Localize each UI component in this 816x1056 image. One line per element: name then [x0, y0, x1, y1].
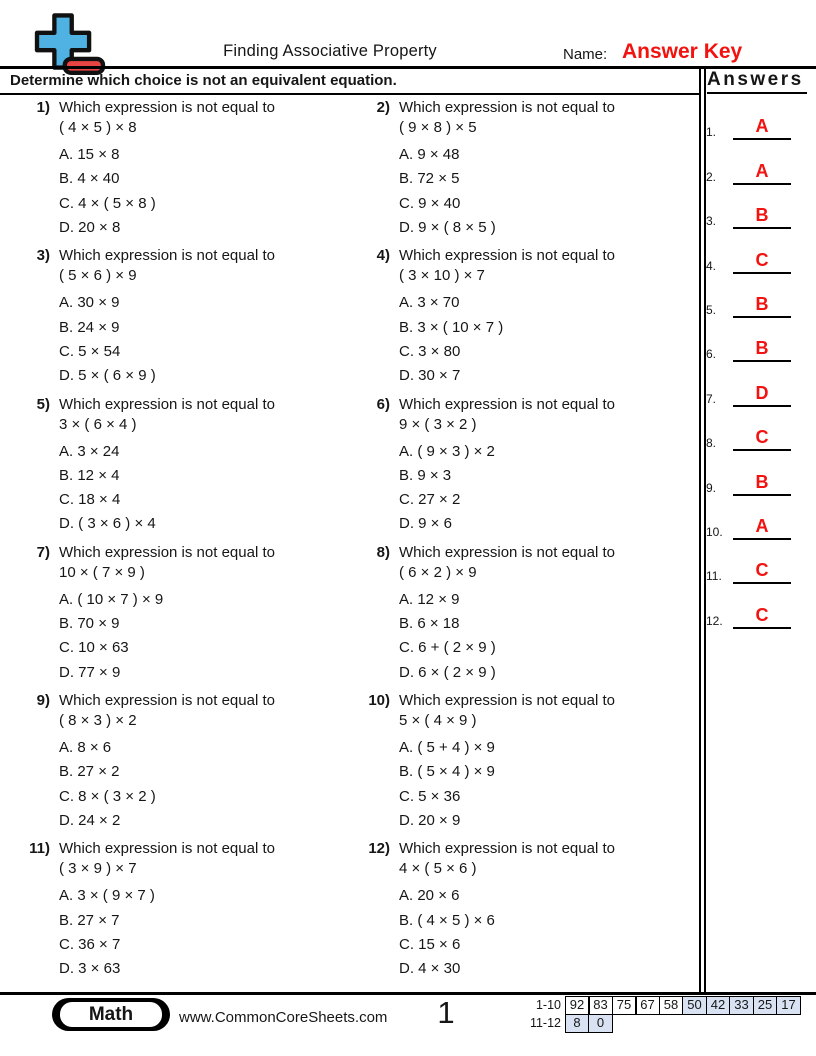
choice-a: A. ( 10 × 7 ) × 9 — [59, 590, 164, 608]
name-label: Name: — [563, 46, 608, 63]
question-text: Which expression is not equal to — [59, 840, 275, 858]
choice-a: A. 3 × 70 — [399, 294, 460, 312]
question-text: Which expression is not equal to — [59, 99, 275, 116]
answer-letter: C — [755, 427, 769, 448]
question-expression: ( 3 × 10 ) × 7 — [399, 267, 485, 285]
grading-table — [520, 996, 816, 1033]
choice-c: C. 5 × 36 — [399, 787, 461, 805]
answer-item-10 — [706, 496, 810, 540]
answer-item-5 — [706, 274, 810, 318]
choice-c: C. 9 × 40 — [399, 194, 461, 212]
subject-badge — [52, 998, 170, 1031]
answer-item-6 — [706, 318, 810, 362]
choice-a: A. ( 5 + 4 ) × 9 — [399, 739, 495, 757]
answer-number: 10. — [706, 524, 723, 539]
grading-row-label: 1-10 — [535, 998, 561, 1012]
answer-letter: C — [755, 249, 769, 270]
answer-number: 3. — [706, 214, 717, 229]
answer-letter: A — [755, 160, 769, 181]
answer-letter: B — [755, 205, 769, 226]
problems-grid — [18, 98, 698, 988]
answer-number: 2. — [706, 169, 717, 184]
answer-blank-line — [733, 339, 791, 362]
problem-number: 5) — [36, 395, 50, 413]
choice-d: D. 24 × 2 — [59, 812, 121, 830]
question-expression: 10 × ( 7 × 9 ) — [59, 563, 145, 581]
choice-b: B. 70 × 9 — [59, 615, 120, 633]
choice-b: B. 24 × 9 — [59, 318, 120, 336]
question-text: Which expression is not equal to — [399, 395, 615, 413]
answer-number: 6. — [706, 347, 717, 362]
answer-letter: C — [755, 560, 769, 581]
choice-d: D. 5 × ( 6 × 9 ) — [59, 367, 156, 385]
problem-number: 10) — [368, 692, 390, 710]
choice-c: C. 36 × 7 — [59, 936, 121, 954]
answer-item-8 — [706, 407, 810, 451]
answer-blank-line — [733, 206, 791, 229]
header-divider — [0, 66, 816, 69]
choice-c: C. 4 × ( 5 × 8 ) — [59, 194, 156, 212]
choice-d: D. 6 × ( 2 × 9 ) — [399, 663, 496, 681]
answer-letter: A — [755, 116, 769, 137]
question-text: Which expression is not equal to — [399, 247, 615, 265]
answers-list — [706, 96, 810, 629]
answer-letter: B — [755, 338, 769, 359]
question-text: Which expression is not equal to — [399, 543, 615, 561]
answer-item-7 — [706, 362, 810, 406]
answer-blank-line — [733, 295, 791, 318]
answer-number: 7. — [706, 391, 717, 406]
question-text: Which expression is not equal to — [59, 395, 275, 413]
choice-c: C. 27 × 2 — [399, 491, 461, 509]
choice-a: A. 15 × 8 — [59, 146, 120, 163]
problem-number: 1) — [36, 99, 50, 116]
problem-7 — [18, 543, 358, 691]
grading-row-11-12 — [520, 1014, 816, 1033]
problem-5 — [18, 395, 358, 543]
choice-a: A. 9 × 48 — [399, 146, 460, 163]
problem-number: 11) — [29, 840, 50, 858]
problem-4 — [358, 246, 698, 394]
problem-number: 2) — [376, 99, 390, 116]
problem-6 — [358, 395, 698, 543]
choice-c: C. 3 × 80 — [399, 342, 461, 360]
choice-a: A. 8 × 6 — [59, 739, 112, 757]
grading-row-label: 11-12 — [529, 1015, 561, 1030]
choice-a: A. 3 × 24 — [59, 442, 120, 460]
question-text: Which expression is not equal to — [59, 543, 275, 561]
problem-number: 7) — [36, 543, 50, 561]
choice-b: B. 4 × 40 — [59, 170, 120, 188]
grading-cell: 58 — [659, 996, 684, 1015]
choice-d: D. 77 × 9 — [59, 663, 121, 681]
answers-panel-divider — [699, 66, 706, 993]
answer-letter: D — [755, 382, 769, 403]
grading-cell: 92 — [565, 996, 590, 1015]
problem-2 — [358, 98, 698, 246]
grading-cell: 33 — [729, 996, 754, 1015]
problem-9 — [18, 691, 358, 839]
choice-d: D. 9 × 6 — [399, 515, 452, 533]
choice-b: B. ( 4 × 5 ) × 6 — [399, 911, 495, 929]
problem-number: 8) — [376, 543, 390, 561]
answer-item-9 — [706, 451, 810, 495]
question-expression: 5 × ( 4 × 9 ) — [399, 712, 477, 730]
question-expression: ( 4 × 5 ) × 8 — [59, 119, 137, 136]
choice-b: B. 27 × 7 — [59, 911, 120, 929]
answer-blank-line — [733, 606, 791, 629]
subject-label: Math — [88, 1003, 134, 1025]
question-expression: 3 × ( 6 × 4 ) — [59, 415, 137, 433]
choice-b: B. 3 × ( 10 × 7 ) — [399, 318, 504, 336]
answers-panel-title: Answers — [707, 69, 807, 94]
answer-number: 11. — [706, 569, 722, 584]
page-number: 1 — [437, 995, 455, 1030]
answer-letter: B — [755, 471, 769, 492]
choice-c: C. 6 + ( 2 × 9 ) — [399, 639, 496, 657]
grading-cell: 42 — [706, 996, 731, 1015]
grading-cell: 8 — [565, 1014, 590, 1033]
question-expression: 4 × ( 5 × 6 ) — [399, 860, 477, 878]
answer-number: 4. — [706, 258, 717, 273]
answer-number: 5. — [706, 302, 717, 317]
choice-d: D. ( 3 × 6 ) × 4 — [59, 515, 156, 533]
answer-blank-line — [733, 384, 791, 407]
problem-number: 9) — [36, 692, 50, 710]
question-text: Which expression is not equal to — [59, 692, 275, 710]
choice-a: A. 30 × 9 — [59, 294, 120, 312]
subject-badge-inner — [60, 1002, 162, 1027]
answer-letter: C — [755, 604, 769, 625]
choice-c: C. 5 × 54 — [59, 342, 121, 360]
answer-letter: B — [755, 293, 769, 314]
question-text: Which expression is not equal to — [399, 692, 615, 710]
answer-item-12 — [706, 584, 810, 628]
answer-item-3 — [706, 185, 810, 229]
problem-8 — [358, 543, 698, 691]
instruction-divider — [0, 93, 699, 95]
answer-item-4 — [706, 229, 810, 273]
grading-cell: 83 — [588, 996, 613, 1015]
answer-blank-line — [733, 428, 791, 451]
question-expression: ( 3 × 9 ) × 7 — [59, 860, 137, 878]
problem-11 — [18, 839, 358, 987]
question-expression: ( 8 × 3 ) × 2 — [59, 712, 137, 730]
grading-row-1-10 — [520, 996, 816, 1015]
problem-3 — [18, 246, 358, 394]
grading-cell: 17 — [776, 996, 801, 1015]
choice-d: D. 4 × 30 — [399, 960, 461, 978]
problem-10 — [358, 691, 698, 839]
answer-number: 1. — [706, 125, 717, 140]
choice-b: B. 27 × 2 — [59, 763, 120, 781]
answer-item-2 — [706, 140, 810, 184]
answer-number: 8. — [706, 436, 717, 451]
grading-cell: 75 — [612, 996, 637, 1015]
choice-d: D. 20 × 8 — [59, 218, 121, 236]
grading-cell: 25 — [753, 996, 778, 1015]
answer-item-11 — [706, 540, 810, 584]
problem-number: 4) — [376, 247, 390, 265]
answer-item-1 — [706, 96, 810, 140]
grading-cell: 67 — [635, 996, 660, 1015]
answer-blank-line — [733, 561, 791, 584]
instruction-text: Determine which choice is not an equivalent equation. — [10, 72, 397, 89]
question-expression: ( 6 × 2 ) × 9 — [399, 563, 477, 581]
answer-blank-line — [733, 517, 791, 540]
problem-number: 12) — [368, 840, 390, 858]
question-expression: ( 9 × 8 ) × 5 — [399, 119, 477, 136]
answer-letter: A — [755, 515, 769, 536]
choice-b: B. 12 × 4 — [59, 466, 120, 484]
answer-number: 9. — [706, 480, 717, 495]
name-value-answer-key: Answer Key — [622, 40, 743, 63]
problem-12 — [358, 839, 698, 987]
choice-d: D. 20 × 9 — [399, 812, 461, 830]
answer-blank-line — [733, 117, 791, 140]
choice-c: C. 10 × 63 — [59, 639, 129, 657]
choice-c: C. 15 × 6 — [399, 936, 461, 954]
choice-b: B. 9 × 3 — [399, 466, 452, 484]
question-expression: 9 × ( 3 × 2 ) — [399, 415, 477, 433]
choice-a: A. 20 × 6 — [399, 887, 460, 905]
grading-cell: 0 — [588, 1014, 613, 1033]
choice-d: D. 3 × 63 — [59, 960, 121, 978]
answer-blank-line — [733, 162, 791, 185]
answer-number: 12. — [706, 613, 723, 628]
question-text: Which expression is not equal to — [59, 247, 275, 265]
question-text: Which expression is not equal to — [399, 840, 615, 858]
problem-number: 6) — [376, 395, 390, 413]
page-title: Finding Associative Property — [223, 42, 437, 60]
choice-a: A. ( 9 × 3 ) × 2 — [399, 442, 495, 460]
choice-d: D. 30 × 7 — [399, 367, 461, 385]
answer-blank-line — [733, 473, 791, 496]
choice-b: B. 6 × 18 — [399, 615, 460, 633]
question-text: Which expression is not equal to — [399, 99, 615, 116]
choice-c: C. 18 × 4 — [59, 491, 121, 509]
answer-blank-line — [733, 251, 791, 274]
question-expression: ( 5 × 6 ) × 9 — [59, 267, 137, 285]
choice-b: B. ( 5 × 4 ) × 9 — [399, 763, 495, 781]
problem-number: 3) — [36, 247, 50, 265]
grading-cell: 50 — [682, 996, 707, 1015]
choice-d: D. 9 × ( 8 × 5 ) — [399, 218, 496, 236]
choice-a: A. 3 × ( 9 × 7 ) — [59, 887, 155, 905]
choice-b: B. 72 × 5 — [399, 170, 460, 188]
choice-a: A. 12 × 9 — [399, 590, 460, 608]
problem-1 — [18, 98, 358, 246]
choice-c: C. 8 × ( 3 × 2 ) — [59, 787, 156, 805]
website-text: www.CommonCoreSheets.com — [179, 1009, 388, 1026]
